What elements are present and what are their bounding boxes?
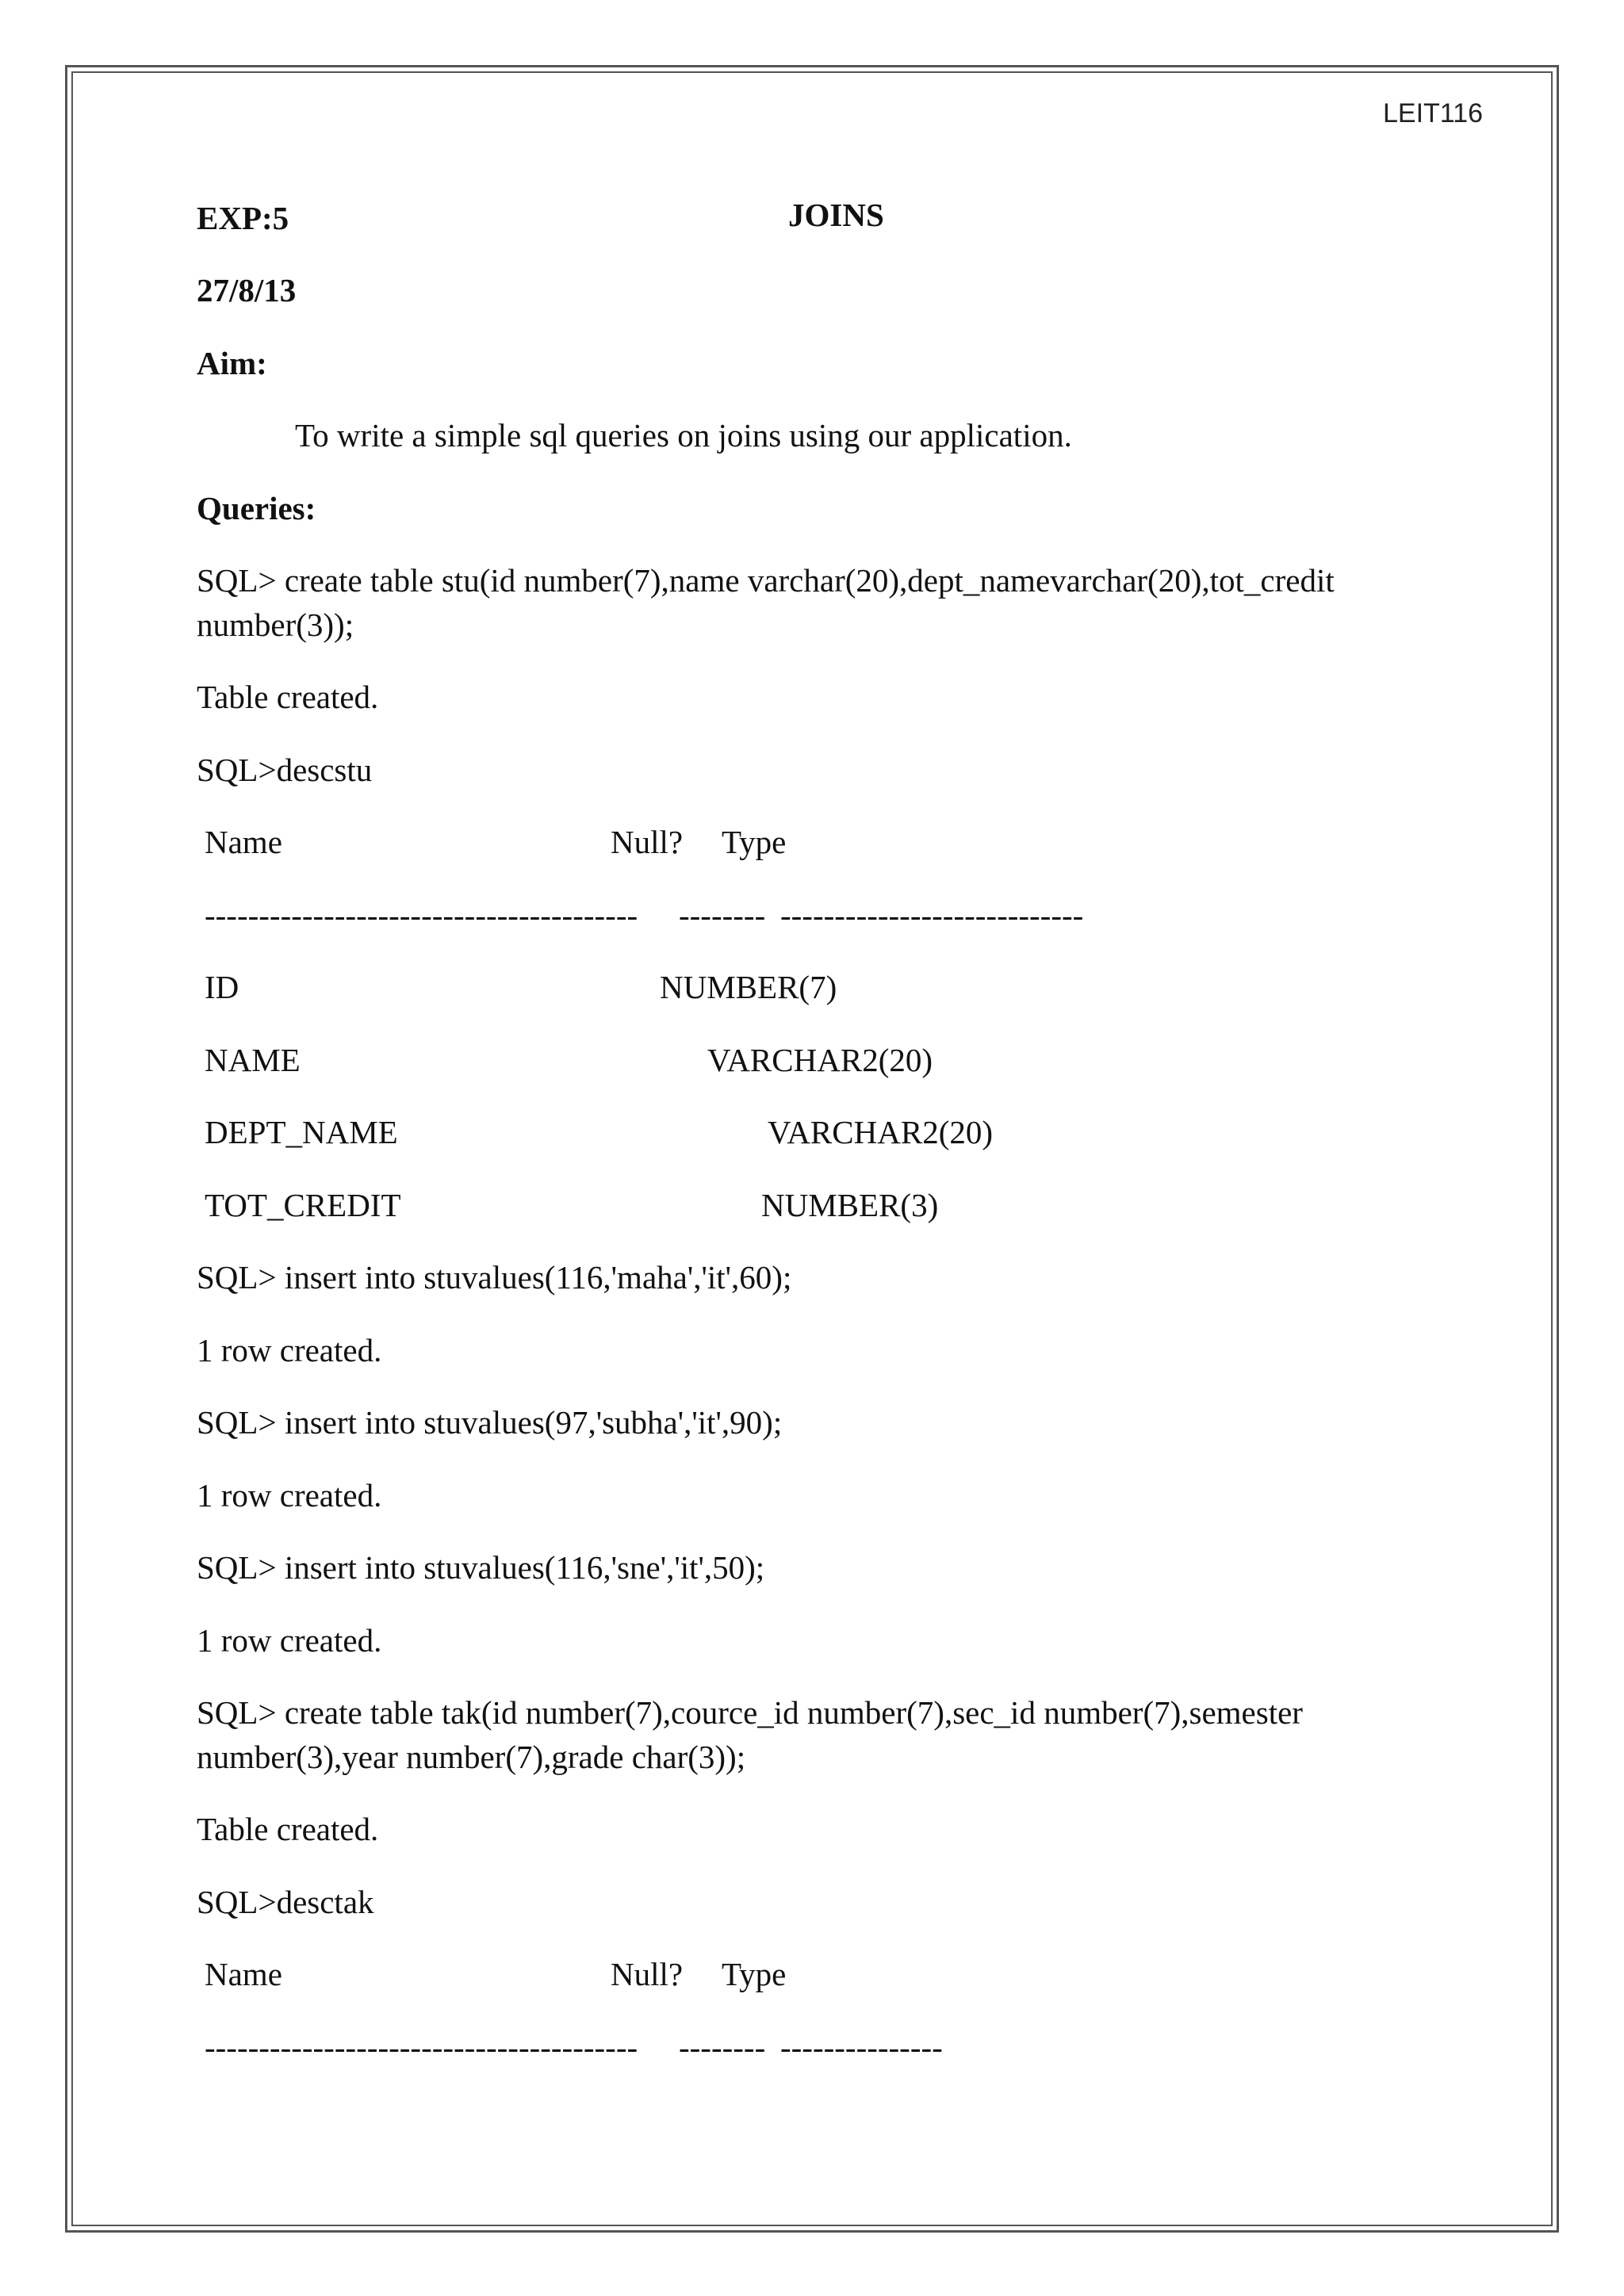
separator-b: --------: [679, 2029, 766, 2065]
queries-heading: Queries:: [197, 490, 316, 526]
row-created-1: 1 row created.: [197, 1332, 382, 1368]
col-null-header: Null?: [611, 824, 684, 860]
insert-line-2: SQL> insert into stuvalues(97,'subha','it',90);: [197, 1404, 783, 1441]
exp-title: JOINS: [788, 197, 884, 233]
exp-date: 27/8/13: [197, 272, 297, 308]
column-name: NAME: [205, 1042, 301, 1078]
aim-text: To write a simple sql queries on joins using our application.: [295, 417, 1072, 453]
separator-c: ---------------: [780, 2029, 943, 2065]
create-stu-line-1: SQL> create table stu(id number(7),name varchar(20),dept_namevarchar(20),tot_credit: [197, 562, 1335, 599]
create-tak-line-1: SQL> create table tak(id number(7),cource_id number(7),sec_id number(7),semester: [197, 1694, 1303, 1731]
aim-heading: Aim:: [197, 345, 267, 381]
column-type: NUMBER(3): [761, 1187, 939, 1223]
desc-stu-command: SQL>descstu: [197, 752, 373, 788]
column-type: VARCHAR2(20): [768, 1114, 993, 1150]
col-type-header: Type: [722, 824, 787, 860]
column-type: VARCHAR2(20): [707, 1042, 933, 1078]
separator-a: ----------------------------------------: [205, 2029, 638, 2065]
col-name-header: Name: [205, 1956, 282, 1992]
separator-c: ----------------------------: [780, 897, 1084, 933]
column-name: DEPT_NAME: [205, 1114, 398, 1150]
insert-line-1: SQL> insert into stuvalues(116,'maha','it',60);: [197, 1259, 792, 1295]
desc-tak-command: SQL>desctak: [197, 1884, 374, 1920]
separator-a: ----------------------------------------: [205, 897, 638, 933]
col-null-header: Null?: [611, 1956, 684, 1992]
col-name-header: Name: [205, 824, 282, 860]
column-name: TOT_CREDIT: [205, 1187, 401, 1223]
create-tak-line-2: number(3),year number(7),grade char(3));: [197, 1739, 746, 1775]
col-type-header: Type: [722, 1956, 787, 1992]
exp-label: EXP:5: [197, 200, 289, 236]
column-type: NUMBER(7): [660, 969, 837, 1005]
table-created-2: Table created.: [197, 1811, 379, 1847]
separator-b: --------: [679, 897, 766, 933]
header-code: LEIT116: [1382, 98, 1483, 128]
insert-line-3: SQL> insert into stuvalues(116,'sne','it',50);: [197, 1549, 765, 1586]
create-stu-line-2: number(3));: [197, 607, 354, 643]
column-name: ID: [205, 969, 239, 1005]
row-created-3: 1 row created.: [197, 1622, 382, 1659]
row-created-2: 1 row created.: [197, 1477, 382, 1513]
table-created-1: Table created.: [197, 679, 379, 715]
